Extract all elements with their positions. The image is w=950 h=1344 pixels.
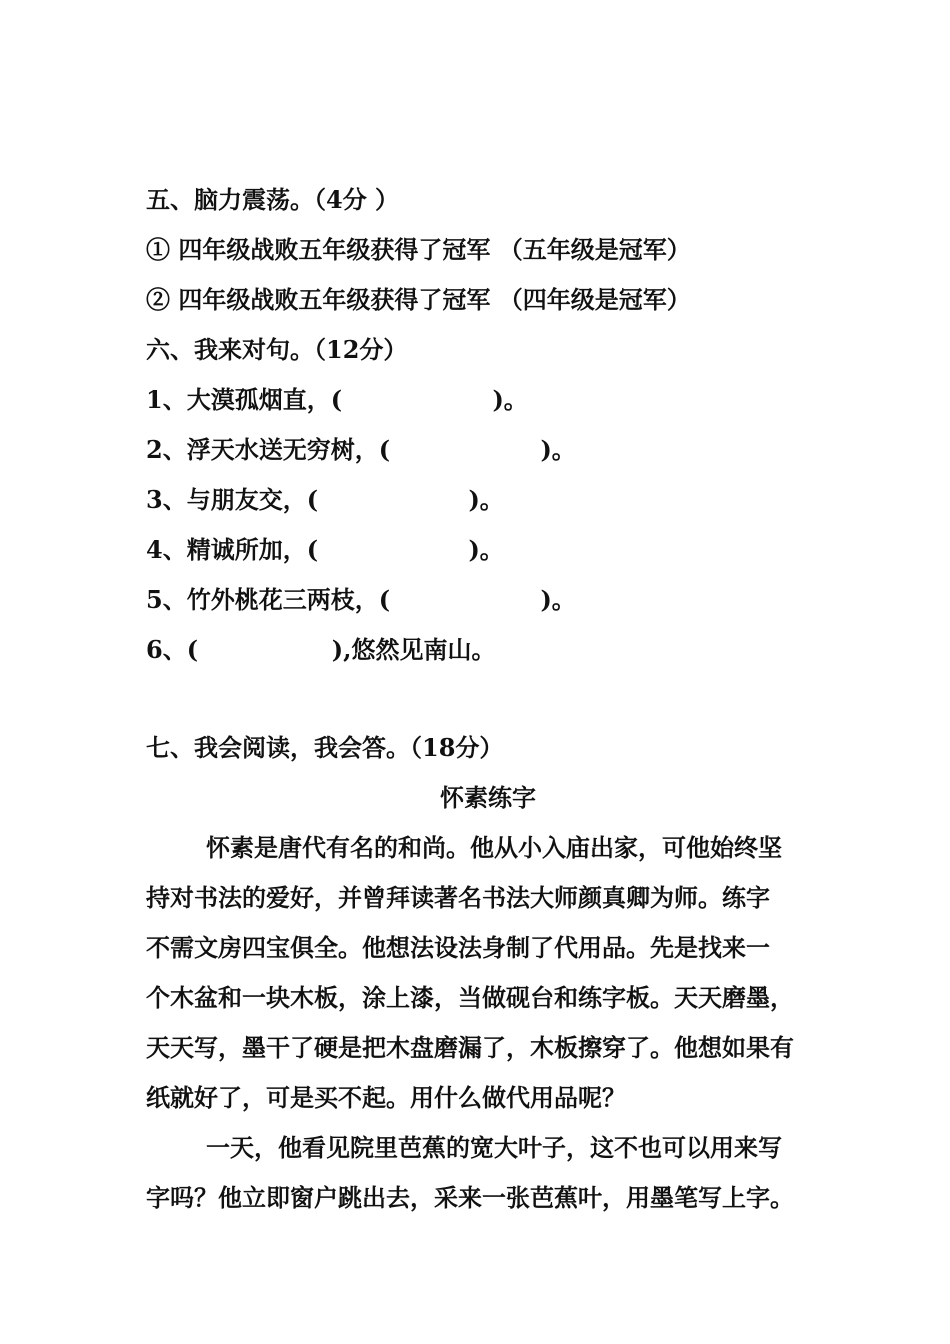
paragraph1-line: 持对书法的爱好，并曾拜读著名书法大师颜真卿为师。练字 [146,883,770,912]
paragraph1-line: 纸就好了，可是买不起。用什么做代用品呢？ [146,1083,626,1112]
paragraph1-line: 天天写，墨干了硬是把木盘磨漏了，木板擦穿了。他想如果有 [146,1033,794,1062]
passage-title: 怀素练字 [440,783,536,812]
section6-item-6: 6、( ),悠然见南山。 [146,635,496,664]
paragraph2-line: 字吗？他立即窗户跳出去，采来一张芭蕉叶，用墨笔写上字。 [146,1183,794,1212]
paragraph1-line: 不需文房四宝俱全。他想法设法身制了代用品。先是找来一 [146,933,770,962]
section6-item-1: 1、大漠孤烟直，( )。 [146,385,528,414]
paragraph1-line: 怀素是唐代有名的和尚。他从小入庙出家，可他始终坚 [206,833,782,862]
section6-item-5: 5、竹外桃花三两枝，( )。 [146,585,576,614]
section5-item-1: ① 四年级战败五年级获得了冠军 （五年级是冠军） [146,235,691,264]
section6-heading: 六、我来对句。（12分） [146,335,408,364]
section5-item-2: ② 四年级战败五年级获得了冠军 （四年级是冠军） [146,285,691,314]
section7-heading: 七、我会阅读，我会答。（18分） [146,733,504,762]
section5-heading: 五、脑力震荡。（4分 ） [146,185,400,214]
paragraph1-line: 个木盆和一块木板，涂上漆，当做砚台和练字板。天天磨墨， [146,983,794,1012]
section6-item-4: 4、精诚所加，( )。 [146,535,504,564]
section6-item-2: 2、浮天水送无穷树，( )。 [146,435,576,464]
paragraph2-line: 一天，他看见院里芭蕉的宽大叶子，这不也可以用来写 [206,1133,782,1162]
section6-item-3: 3、与朋友交，( )。 [146,485,504,514]
